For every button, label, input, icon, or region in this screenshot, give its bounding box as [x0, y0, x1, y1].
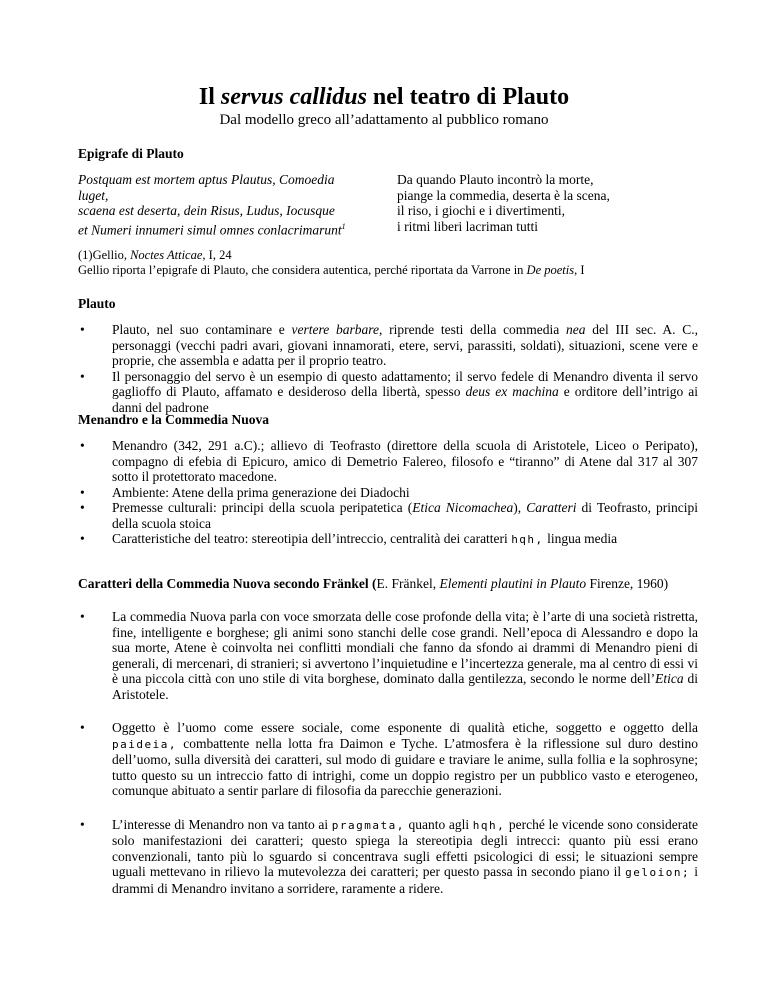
bullet-icon: • — [80, 609, 85, 624]
item-text: di Aristotele. — [112, 671, 698, 702]
latin-epigraph — [78, 172, 378, 238]
item-italic: vertere barbare — [291, 322, 380, 337]
heading-ref-italic: Elementi plautini in Plauto — [439, 576, 587, 591]
frankel-heading — [78, 576, 668, 592]
bullet-icon: • — [80, 720, 85, 735]
item-text: Plauto, nel suo contaminare e — [112, 322, 292, 337]
latin-line-text: et Numeri innumeri simul omnes conlacrimarunt — [78, 222, 342, 237]
greek-term: paideia, — [112, 737, 177, 751]
item-italic: Caratteri — [526, 500, 577, 515]
greek-term: hqh, — [511, 533, 544, 546]
note-text: (1)Gellio, — [78, 248, 131, 262]
item-text: Premesse culturali: principi della scuola peripatetica ( — [112, 500, 413, 515]
italian-line: il riso, i giochi e i divertimenti, — [397, 203, 565, 218]
item-text: e orditore dell’intrigo ai danni del padrone — [112, 384, 698, 415]
latin-line: scaena est deserta, dein Risus, Ludus, Iocusque — [78, 203, 335, 218]
list-item — [78, 500, 698, 531]
item-text: del III sec. A. C., personaggi (vecchi padri avari, giovani innamorati, etere, servi, parassiti, soldati), situazioni, scene vere e proprie, che assembla e adatta per il proprio teatro. — [112, 322, 698, 368]
item-text: i drammi di Menandro invitano a sorridere, raramente a ridere. — [112, 864, 698, 896]
bullet-icon: • — [80, 438, 85, 453]
list-item — [78, 369, 698, 416]
item-text: Il personaggio del servo è un esempio di questo adattamento; il servo fedele di Menandro diventa il servo gaglioffo di Plauto, affamato e desideroso della libertà, spesso — [112, 368, 698, 399]
latin-line — [78, 219, 378, 238]
latin-line: Postquam est mortem aptus Plautus, Comoedia — [78, 172, 335, 187]
heading-ref: Firenze, 1960) — [586, 576, 669, 591]
note-text: , I — [574, 262, 585, 277]
item-text: La commedia Nuova parla con voce smorzata delle cose profonde della vita; è l’arte di una società ristretta, fine, intelligente e borghese; gli animi sono stanchi delle cose grandi. Nell’epoca di Alessandro e dopo la sua morte, Atene è coinvolta nei conflitti mondiali che fanno da sfondo ai drammi di Menandro pieni di generali, di mercenari, di stranieri; si avvertono l’inquietudine e l’incertezza generale, ma al centro di essi vi è una piccola città con uno stile di vita borghese, dominato dalla gentilezza, secondo le norme dell’ — [112, 609, 698, 686]
bullet-icon: • — [80, 500, 85, 515]
italian-line: i ritmi liberi lacriman tutti — [397, 218, 538, 234]
item-text: L’interesse di Menandro non va tanto ai — [112, 816, 332, 832]
greek-term: hqh, — [472, 818, 506, 832]
italian-line: piange la commedia, deserta è la scena, — [397, 187, 610, 203]
italian-line: Da quando Plauto incontrò la morte, — [397, 172, 594, 187]
item-text: quanto agli — [404, 816, 473, 832]
note-text: Gellio riporta l’epigrafe di Plauto, che considera autentica, perché riportata da Varrone in — [78, 262, 527, 277]
list-item — [78, 609, 698, 702]
item-italic: nea — [566, 322, 586, 337]
epigraph-heading: Epigrafe di Plauto — [78, 146, 184, 161]
list-item — [78, 531, 698, 548]
item-text: di Teofrasto, principi della scuola stoica — [112, 500, 699, 531]
item-italic: deus ex machina — [465, 384, 559, 399]
item-text: Oggetto è l’uomo come essere sociale, come esponente di qualità etiche, soggetto e oggetto della — [112, 720, 698, 735]
greek-term: pragmata, — [331, 818, 405, 832]
item-text: , riprende testi della commedia — [379, 322, 567, 337]
bullet-icon: • — [80, 484, 85, 500]
plauto-heading: Plauto — [78, 296, 116, 311]
item-text: Menandro (342, 291 a.C).; allievo di Teofrasto (direttore della scuola di Aristotele, Liceo o Peripato), compagno di efebia di Epicuro, amico di Demetrio Falereo, filosofo e “tiranno” di Atene dal 317 al 307 sotto il protettorato macedone. — [112, 438, 698, 484]
list-item — [78, 817, 698, 897]
footnote-1 — [78, 248, 718, 263]
bullet-icon: • — [80, 322, 85, 337]
list-item — [78, 485, 698, 501]
item-text: perché le vicende sono considerate solo manifestazioni dei caratteri; questo spiega la stereotipia degli intrecci: quanto più essi erano convenzionali, tanto più lo sguardo si concentrava sugli effetti psicologici di essi; le situazioni sempre uguali mettevano in rilievo la mutevolezza dei caratteri; per questo passa in secondo piano il — [112, 816, 698, 879]
epigraph-notes — [78, 248, 718, 277]
italian-translation — [397, 172, 697, 234]
bullet-icon: • — [80, 531, 85, 546]
page-title — [0, 84, 768, 111]
footnote-mark: 1 — [341, 221, 346, 231]
menandro-list — [78, 438, 698, 548]
item-text: combattente nella lotta fra Daimon e Tyche. L’atmosfera è la riflessione sul duro destino dell’uomo, sulla diversità dei caratteri, sul modo di guidare e traviare le anime, sulla follia e la sophrosyne; tutto questo su un intreccio fatto di intrighi, come un doppio registro per un pubblico vasto e eterogeneo, comunque abituato a sentir parlare di filosofia da parecchie generazioni. — [112, 735, 698, 798]
bullet-icon: • — [80, 368, 85, 384]
plauto-list — [78, 322, 698, 415]
item-text: Caratteristiche del teatro: stereotipia dell’intreccio, centralità dei caratteri — [112, 531, 512, 546]
title-italic: servus callidus — [220, 84, 367, 110]
heading-text: Caratteri della Commedia Nuova secondo Fränkel ( — [78, 576, 377, 591]
list-item — [78, 720, 698, 799]
page-subtitle: Dal modello greco all’adattamento al pubblico romano — [219, 112, 549, 128]
heading-ref: E. Fränkel, — [376, 576, 440, 591]
list-item — [78, 322, 698, 369]
item-italic: Etica — [655, 671, 684, 686]
note-italic: Noctes Atticae — [130, 248, 203, 262]
item-text: lingua media — [543, 531, 618, 546]
note-text: , I, 24 — [202, 248, 232, 262]
item-italic: Etica Nicomachea — [412, 500, 514, 515]
bullet-icon: • — [80, 816, 85, 832]
item-text: ), — [513, 500, 527, 515]
menandro-heading: Menandro e la Commedia Nuova — [78, 412, 269, 427]
note-italic: De poetis — [526, 262, 575, 277]
list-item — [78, 438, 698, 485]
latin-line: luget, — [78, 187, 109, 203]
title-text: Il — [198, 84, 221, 110]
greek-term: geloion; — [625, 866, 691, 879]
item-text: Ambiente: Atene della prima generazione dei Diadochi — [112, 484, 410, 500]
title-text-end: nel teatro di Plauto — [366, 84, 570, 110]
footnote-2 — [78, 263, 718, 278]
frankel-list — [78, 609, 698, 914]
